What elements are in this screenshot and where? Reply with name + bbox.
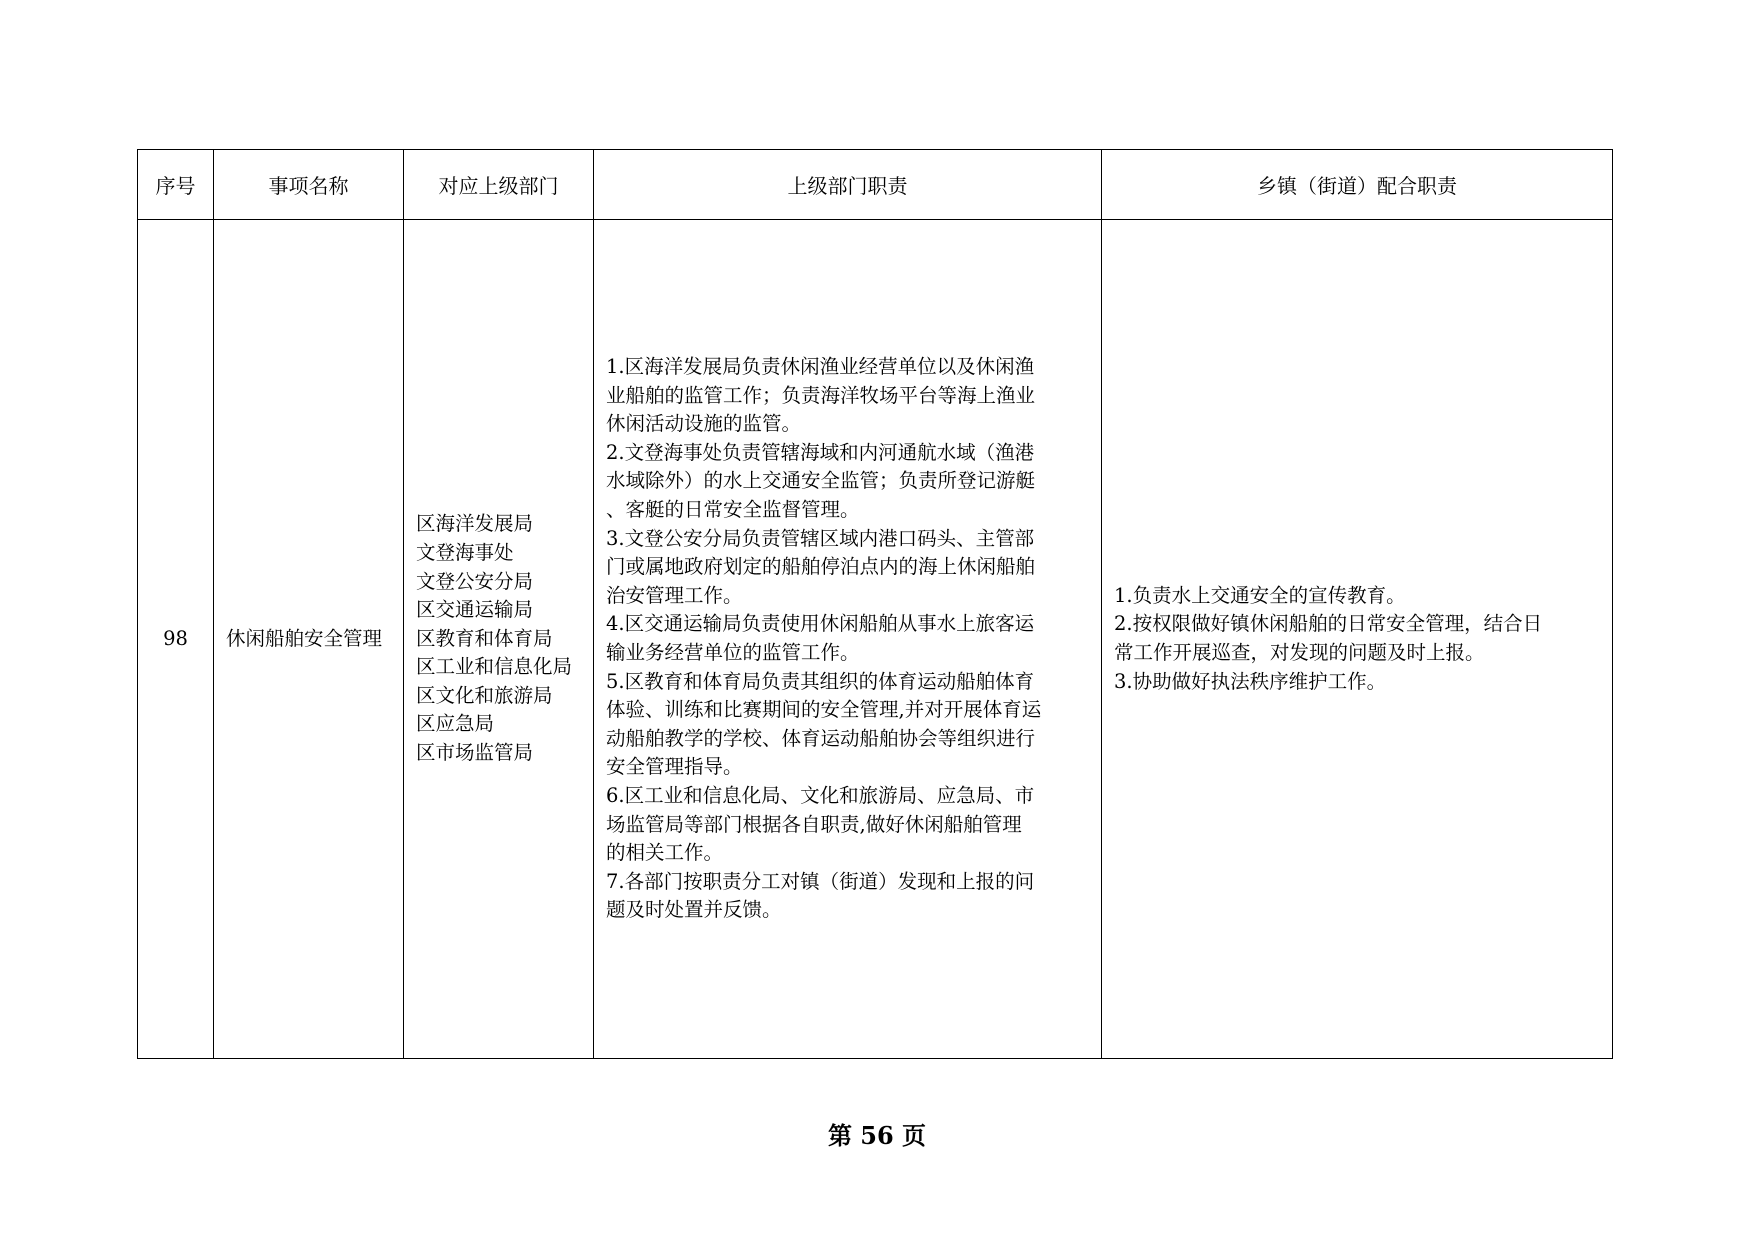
upper-duty-line: 的相关工作。 <box>606 841 724 865</box>
header-number: 序号 <box>138 150 214 220</box>
upper-duty-line: 水域除外）的水上交通安全监管；负责所登记游艇 <box>606 469 1036 493</box>
upper-duty-line: 体验、训练和比赛期间的安全管理,并对开展体育运 <box>606 698 1042 722</box>
header-town-duties: 乡镇（街道）配合职责 <box>1102 150 1613 220</box>
department-item: 区工业和信息化局 <box>416 655 573 679</box>
department-item: 文登公安分局 <box>416 569 534 593</box>
upper-duty-line: 2.文登海事处负责管辖海域和内河通航水域（渔港 <box>606 440 1035 464</box>
upper-duty-line: 休闲活动设施的监管。 <box>606 412 802 436</box>
departments-cell <box>404 220 594 1059</box>
upper-duty-line: 动船舶教学的学校、体育运动船舶协会等组织进行 <box>606 726 1036 750</box>
department-item: 区文化和旅游局 <box>416 683 553 707</box>
town-duties-cell <box>1102 220 1613 1059</box>
row-number: 98 <box>138 220 214 1059</box>
department-item: 区市场监管局 <box>416 741 534 765</box>
upper-duty-line: 1.区海洋发展局负责休闲渔业经营单位以及休闲渔 <box>606 355 1035 379</box>
department-item: 区应急局 <box>416 712 495 736</box>
town-duty-line: 1.负责水上交通安全的宣传教育。 <box>1114 583 1406 607</box>
upper-duty-line: 场监管局等部门根据各自职责,做好休闲船舶管理 <box>606 812 1022 836</box>
town-duty-line: 2.按权限做好镇休闲船舶的日常安全管理，结合日 <box>1114 612 1543 636</box>
upper-duty-line: 、客艇的日常安全监督管理。 <box>606 498 860 522</box>
department-item: 区海洋发展局 <box>416 512 534 536</box>
header-item-name: 事项名称 <box>214 150 404 220</box>
header-upper-duties: 上级部门职责 <box>594 150 1102 220</box>
upper-duty-line: 5.区教育和体育局负责其组织的体育运动船舶体育 <box>606 669 1035 693</box>
town-duties-text <box>1102 582 1612 696</box>
responsibility-table <box>137 149 1613 1059</box>
item-name: 休闲船舶安全管理 <box>226 626 383 650</box>
item-name-cell <box>214 220 404 1059</box>
upper-duty-line: 7.各部门按职责分工对镇（街道）发现和上报的问 <box>606 869 1035 893</box>
upper-duty-line: 4.区交通运输局负责使用休闲船舶从事水上旅客运 <box>606 612 1035 636</box>
upper-duty-line: 3.文登公安分局负责管辖区域内港口码头、主管部 <box>606 526 1035 550</box>
upper-duty-line: 安全管理指导。 <box>606 755 743 779</box>
upper-duty-line: 6.区工业和信息化局、文化和旅游局、应急局、市 <box>606 783 1035 807</box>
header-departments: 对应上级部门 <box>404 150 594 220</box>
table-header-row <box>138 150 1613 220</box>
department-item: 文登海事处 <box>416 540 514 564</box>
departments-list <box>404 510 593 767</box>
upper-duty-line: 输业务经营单位的监管工作。 <box>606 641 860 664</box>
upper-duty-line: 题及时处置并反馈。 <box>606 898 782 922</box>
department-item: 区教育和体育局 <box>416 626 553 650</box>
table-row <box>138 220 1613 1059</box>
upper-duty-line: 治安管理工作。 <box>606 583 743 607</box>
town-duty-line: 常工作开展巡查，对发现的问题及时上报。 <box>1114 641 1485 664</box>
town-duty-line: 3.协助做好执法秩序维护工作。 <box>1114 669 1387 693</box>
upper-duties-cell <box>594 220 1102 1059</box>
upper-duties-text <box>594 353 1101 925</box>
upper-duty-line: 门或属地政府划定的船舶停泊点内的海上休闲船舶 <box>606 555 1036 579</box>
department-item: 区交通运输局 <box>416 598 534 622</box>
upper-duty-line: 业船舶的监管工作；负责海洋牧场平台等海上渔业 <box>606 383 1036 407</box>
page-number: 第 56 页 <box>827 1121 927 1150</box>
